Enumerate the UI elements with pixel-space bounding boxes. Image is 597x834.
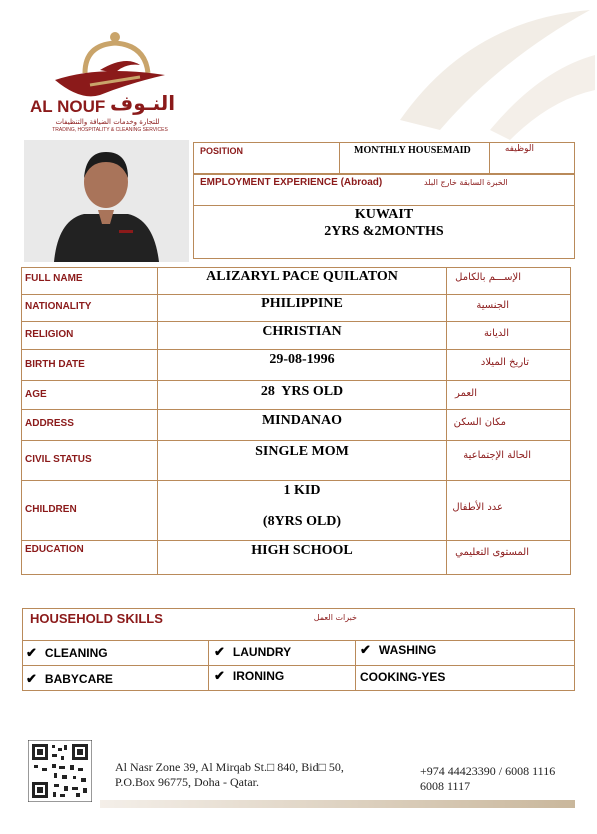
skill-label: LAUNDRY bbox=[232, 645, 292, 659]
position-row bbox=[193, 142, 575, 174]
details-table bbox=[21, 267, 571, 575]
label-nationality: NATIONALITY bbox=[25, 301, 92, 312]
value-education: HIGH SCHOOL bbox=[251, 543, 353, 558]
label-children: CHILDREN bbox=[25, 504, 77, 515]
check-icon: ✔ bbox=[214, 644, 225, 659]
brand-tagline-en: TRADING, HOSPITALITY & CLEANING SERVICES bbox=[52, 127, 168, 133]
value-birth-date: 29-08-1996 bbox=[269, 352, 335, 367]
skill-ironing bbox=[214, 667, 284, 685]
value-civil-status: SINGLE MOM bbox=[255, 444, 349, 459]
label-age: AGE bbox=[25, 389, 47, 400]
brand-name-ar: النـوف bbox=[110, 91, 176, 115]
label-education: EDUCATION bbox=[25, 544, 84, 555]
skills-section bbox=[22, 608, 575, 691]
check-icon: ✔ bbox=[214, 668, 225, 683]
phone-line-2: 6008 1117 bbox=[420, 779, 471, 793]
value-children-age: (8YRS OLD) bbox=[262, 514, 342, 529]
value-address: MINDANAO bbox=[261, 413, 343, 428]
value-full-name: ALIZARYL PACE QUILATON bbox=[206, 269, 398, 284]
phone-line-1: +974 44423390 / 6008 1116 bbox=[420, 764, 556, 778]
brand-name-en: AL NOUF bbox=[30, 97, 106, 116]
experience-section bbox=[193, 174, 575, 259]
position-divider bbox=[339, 143, 340, 173]
experience-label-ar: الخبرة السابقة خارج البلد bbox=[424, 178, 508, 187]
ar-age: العمر bbox=[455, 388, 477, 399]
position-value: MONTHLY HOUSEMAID bbox=[354, 145, 471, 156]
experience-duration: 2YRS &2MONTHS bbox=[324, 224, 444, 239]
skills-col-line-2 bbox=[355, 640, 356, 691]
footer-bar bbox=[100, 800, 575, 808]
skills-title-ar: خبرات العمل bbox=[313, 613, 357, 622]
qr-code bbox=[28, 740, 92, 802]
skills-row-line-1 bbox=[22, 640, 575, 641]
skill-washing bbox=[360, 641, 436, 659]
ar-nationality: الجنسية bbox=[476, 300, 509, 311]
value-age: 28 YRS OLD bbox=[260, 384, 344, 399]
background-swoosh bbox=[380, 0, 597, 140]
ar-address: مكان السكن bbox=[453, 417, 506, 428]
experience-country: KUWAIT bbox=[354, 207, 414, 222]
skills-title: HOUSEHOLD SKILLS bbox=[30, 611, 163, 626]
skill-label: COOKING-YES bbox=[360, 670, 446, 684]
skill-label: IRONING bbox=[232, 669, 285, 683]
check-icon: ✔ bbox=[26, 671, 37, 686]
company-logo bbox=[30, 25, 190, 135]
value-children: 1 KID bbox=[283, 483, 321, 498]
value-religion: CHRISTIAN bbox=[262, 324, 342, 339]
check-icon: ✔ bbox=[26, 645, 37, 660]
footer-address bbox=[115, 760, 395, 790]
position-label: POSITION bbox=[200, 146, 244, 156]
ar-full-name: الإســـم بالكامل bbox=[455, 272, 521, 283]
ar-children: عدد الأطفال bbox=[452, 502, 503, 513]
skill-label: CLEANING bbox=[44, 646, 108, 660]
label-birth-date: BIRTH DATE bbox=[25, 359, 85, 370]
skill-cleaning bbox=[26, 644, 108, 662]
address-line-1: Al Nasr Zone 39, Al Mirqab St.□ 840, Bid□ 50, bbox=[115, 760, 344, 774]
position-divider-2 bbox=[489, 143, 490, 173]
check-icon: ✔ bbox=[360, 642, 371, 657]
skill-label: BABYCARE bbox=[44, 672, 113, 686]
brand-tagline-ar: للتجارة وخدمات الضيافة والتنظيفات bbox=[55, 118, 160, 126]
ar-birth-date: تاريخ الميلاد bbox=[480, 357, 529, 368]
value-nationality: PHILIPPINE bbox=[261, 296, 343, 311]
experience-label: EMPLOYMENT EXPERIENCE (Abroad) bbox=[200, 177, 383, 188]
col-divider-2 bbox=[446, 267, 447, 575]
label-religion: RELIGION bbox=[25, 329, 74, 340]
label-civil-status: CIVIL STATUS bbox=[25, 454, 92, 465]
skills-col-line-1 bbox=[208, 640, 209, 691]
position-label-ar: الوظيفه bbox=[504, 144, 534, 154]
ar-education: المستوى التعليمي bbox=[455, 547, 529, 558]
ar-civil-status: الحالة الإجتماعية bbox=[463, 450, 531, 461]
skill-cooking bbox=[360, 668, 445, 686]
label-address: ADDRESS bbox=[25, 418, 74, 429]
address-line-2: P.O.Box 96775, Doha - Qatar. bbox=[115, 775, 259, 789]
label-full-name: FULL NAME bbox=[25, 273, 83, 284]
footer-phones bbox=[420, 764, 590, 794]
skills-row-line-2 bbox=[22, 665, 575, 666]
ar-religion: الديانة bbox=[483, 328, 509, 339]
experience-divider bbox=[194, 205, 574, 206]
skill-label: WASHING bbox=[378, 643, 437, 657]
skill-babycare bbox=[26, 670, 113, 688]
candidate-photo bbox=[24, 140, 189, 262]
skill-laundry bbox=[214, 643, 291, 661]
